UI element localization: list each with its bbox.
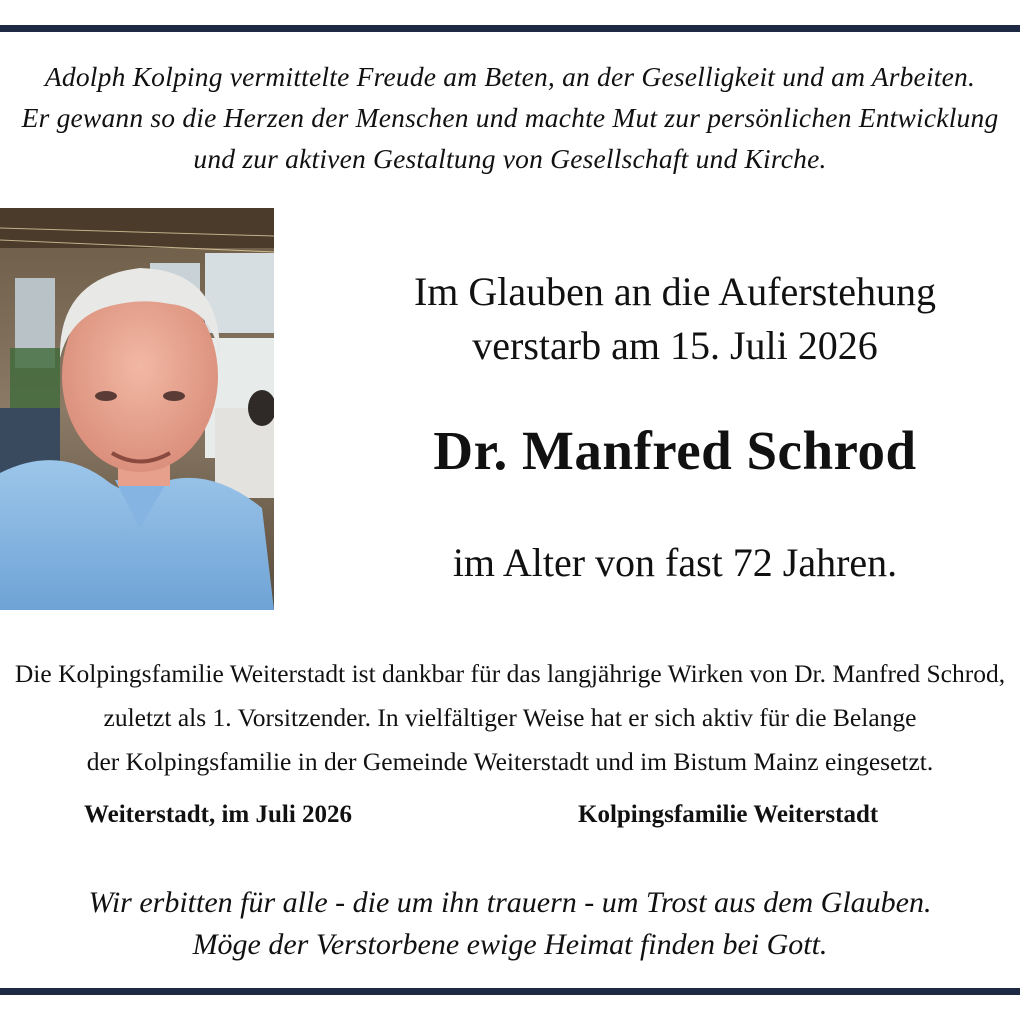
closing-line: Wir erbitten für alle - die um ihn trauern - um Trost aus dem Glauben. xyxy=(88,886,932,919)
tribute-line: der Kolpingsfamilie in der Gemeinde Weiterstadt und im Bistum Mainz eingesetzt. xyxy=(86,747,934,776)
tribute-line: zuletzt als 1. Vorsitzender. In vielfältiger Weise hat er sich aktiv für die Belange xyxy=(103,703,917,732)
organization-signature: Kolpingsfamilie Weiterstadt xyxy=(578,801,879,828)
intro-quote xyxy=(0,56,1020,179)
intro-line: und zur aktiven Gestaltung von Gesellschaft und Kirche. xyxy=(193,143,827,174)
intro-line: Er gewann so die Herzen der Menschen und machte Mut zur persönlichen Entwicklung xyxy=(21,102,999,133)
tribute-line: Die Kolpingsfamilie Weiterstadt ist dankbar für das langjährige Wirken von Dr. Manfred Schrod, xyxy=(14,659,1006,688)
death-date-statement: verstarb am 15. Juli 2026 xyxy=(472,323,878,368)
deceased-name: Dr. Manfred Schrod xyxy=(433,420,917,481)
top-border-rule xyxy=(0,25,1020,32)
bottom-border-rule xyxy=(0,988,1020,995)
closing-prayer xyxy=(0,882,1020,966)
place-date: Weiterstadt, im Juli 2026 xyxy=(84,801,353,828)
age-statement: im Alter von fast 72 Jahren. xyxy=(452,540,898,585)
intro-line: Adolph Kolping vermittelte Freude am Beten, an der Geselligkeit und am Arbeiten. xyxy=(44,61,976,92)
closing-line: Möge der Verstorbene ewige Heimat finden bei Gott. xyxy=(192,928,828,961)
tribute-text xyxy=(0,652,1020,784)
portrait-photo xyxy=(0,208,274,610)
faith-statement: Im Glauben an die Auferstehung xyxy=(413,269,937,314)
